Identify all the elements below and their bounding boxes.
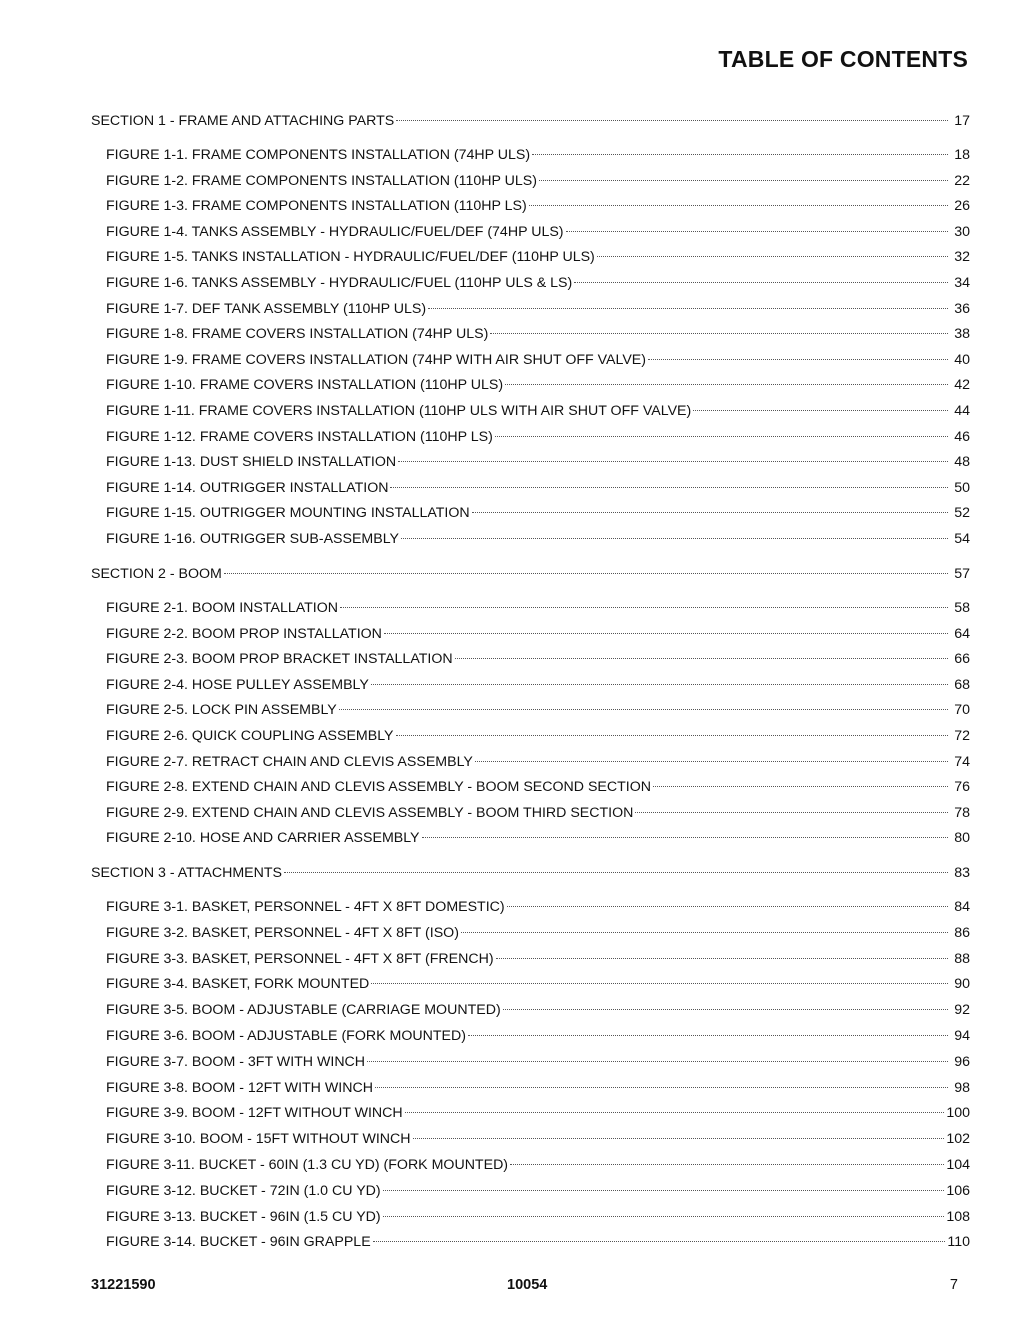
toc-entry-figure[interactable] <box>106 1049 970 1071</box>
entry-page: 34 <box>954 275 970 291</box>
toc-entry-figure[interactable] <box>106 296 970 318</box>
toc-entry-figure[interactable] <box>106 1100 970 1122</box>
entry-label: FIGURE 3-1. BASKET, PERSONNEL - 4FT X 8FT DOMESTIC) <box>106 899 505 915</box>
page-title: TABLE OF CONTENTS <box>718 46 968 72</box>
entry-label: FIGURE 3-14. BUCKET - 96IN GRAPPLE <box>106 1234 371 1251</box>
toc-entry-section[interactable] <box>91 108 970 130</box>
entry-page: 64 <box>954 625 970 642</box>
entry-label: SECTION 3 - ATTACHMENTS <box>91 865 283 881</box>
entry-page: 57 <box>954 566 970 582</box>
entry-label: FIGURE 3-12. BUCKET - 72IN (1.0 CU YD) <box>106 1182 381 1199</box>
dot-leader <box>532 138 948 155</box>
dot-leader <box>461 916 948 933</box>
dot-leader <box>383 1200 945 1217</box>
entry-label: FIGURE 1-11. FRAME COVERS INSTALLATION (110HP ULS WITH AIR SHUT OFF VALVE) <box>106 403 692 419</box>
footer-page-number: 7 <box>949 1277 958 1293</box>
entry-label: FIGURE 1-15. OUTRIGGER MOUNTING INSTALLATION <box>106 505 470 522</box>
entry-page: 94 <box>954 1028 970 1044</box>
entry-label: FIGURE 3-8. BOOM - 12FT WITH WINCH <box>106 1079 373 1096</box>
entry-page: 70 <box>954 702 970 719</box>
entry-page: 42 <box>954 377 970 394</box>
dot-leader <box>529 189 948 206</box>
entry-label: FIGURE 2-1. BOOM INSTALLATION <box>106 600 339 616</box>
toc-entry-figure[interactable] <box>106 1023 970 1045</box>
dot-leader <box>396 104 948 121</box>
toc-entry-figure[interactable] <box>106 1229 970 1251</box>
toc-entry-figure[interactable] <box>106 621 970 643</box>
entry-label: FIGURE 1-12. FRAME COVERS INSTALLATION (110HP LS) <box>106 428 493 445</box>
entry-page: 52 <box>954 505 970 522</box>
dot-leader <box>375 1071 948 1088</box>
entry-page: 46 <box>954 428 970 445</box>
entry-label: FIGURE 2-10. HOSE AND CARRIER ASSEMBLY <box>106 830 420 847</box>
entry-page: 104 <box>946 1157 970 1173</box>
entry-label: SECTION 1 - FRAME AND ATTACHING PARTS <box>91 113 395 129</box>
entry-label: FIGURE 1-4. TANKS ASSEMBLY - HYDRAULIC/FUEL/DEF (74HP ULS) <box>106 223 564 240</box>
toc-entry-figure[interactable] <box>106 168 970 190</box>
toc-entry-figure[interactable] <box>106 193 970 215</box>
toc-entry-figure[interactable] <box>106 142 970 164</box>
entry-label: FIGURE 1-10. FRAME COVERS INSTALLATION (110HP ULS) <box>106 377 504 394</box>
dot-leader <box>401 522 948 539</box>
entry-page: 108 <box>946 1208 970 1225</box>
entry-label: FIGURE 1-7. DEF TANK ASSEMBLY (110HP ULS) <box>106 300 427 317</box>
dot-leader <box>490 317 948 334</box>
toc-entry-figure[interactable] <box>106 595 970 617</box>
dot-leader <box>390 471 948 488</box>
entry-label: FIGURE 1-5. TANKS INSTALLATION - HYDRAULIC/FUEL/DEF (110HP ULS) <box>106 249 595 266</box>
footer-center-code: 10054 <box>507 1277 548 1293</box>
toc-entry-figure[interactable] <box>106 449 970 471</box>
toc-entry-section[interactable] <box>91 561 970 583</box>
dot-leader <box>472 496 948 513</box>
toc-entry-figure[interactable] <box>106 672 970 694</box>
entry-label: FIGURE 3-2. BASKET, PERSONNEL - 4FT X 8FT (ISO) <box>106 924 459 941</box>
toc-entry-figure[interactable] <box>106 894 970 916</box>
dot-leader <box>597 240 948 257</box>
entry-label: FIGURE 3-10. BOOM - 15FT WITHOUT WINCH <box>106 1131 411 1148</box>
dot-leader <box>383 1174 945 1191</box>
toc-entry-figure[interactable] <box>106 244 970 266</box>
entry-page: 96 <box>954 1053 970 1070</box>
entry-label: FIGURE 1-9. FRAME COVERS INSTALLATION (74HP WITH AIR SHUT OFF VALVE) <box>106 351 646 368</box>
entry-label: FIGURE 1-13. DUST SHIELD INSTALLATION <box>106 454 397 471</box>
footer-document-number: 31221590 <box>91 1277 156 1293</box>
entry-label: FIGURE 2-9. EXTEND CHAIN AND CLEVIS ASSEMBLY - BOOM THIRD SECTION <box>106 804 634 821</box>
toc-entry-figure[interactable] <box>106 1075 970 1097</box>
dot-leader <box>224 557 948 574</box>
entry-page: 92 <box>954 1002 970 1019</box>
entry-page: 54 <box>954 531 970 547</box>
toc-entry-figure[interactable] <box>106 1204 970 1226</box>
dot-leader <box>396 719 949 736</box>
toc-entry-figure[interactable] <box>106 825 970 847</box>
dot-leader <box>422 821 948 838</box>
entry-page: 58 <box>954 600 970 616</box>
dot-leader <box>367 1045 948 1062</box>
entry-page: 90 <box>954 976 970 993</box>
toc-entry-figure[interactable] <box>106 749 970 771</box>
toc-entry-figure[interactable] <box>106 946 970 968</box>
toc-entry-figure[interactable] <box>106 372 970 394</box>
dot-leader <box>384 617 948 634</box>
toc-entry-figure[interactable] <box>106 774 970 796</box>
entry-label: FIGURE 3-4. BASKET, FORK MOUNTED <box>106 976 370 993</box>
entry-label: FIGURE 1-3. FRAME COMPONENTS INSTALLATION (110HP LS) <box>106 198 527 215</box>
entry-page: 30 <box>954 223 970 240</box>
dot-leader <box>539 164 948 181</box>
toc-entry-figure[interactable] <box>106 1126 970 1148</box>
entry-label: FIGURE 3-3. BASKET, PERSONNEL - 4FT X 8FT (FRENCH) <box>106 950 494 967</box>
entry-label: FIGURE 1-2. FRAME COMPONENTS INSTALLATION (110HP ULS) <box>106 172 537 189</box>
toc-entry-figure[interactable] <box>106 475 970 497</box>
dot-leader <box>574 266 948 283</box>
dot-leader <box>496 942 948 959</box>
dot-leader <box>413 1122 945 1139</box>
entry-label: FIGURE 1-8. FRAME COVERS INSTALLATION (74HP ULS) <box>106 326 489 343</box>
toc-entry-figure[interactable] <box>106 270 970 292</box>
dot-leader <box>373 1225 946 1242</box>
entry-page: 86 <box>954 924 970 941</box>
entry-page: 18 <box>954 147 970 163</box>
toc-entry-figure[interactable] <box>106 646 970 668</box>
entry-label: FIGURE 3-5. BOOM - ADJUSTABLE (CARRIAGE MOUNTED) <box>106 1002 501 1019</box>
dot-leader <box>371 967 948 984</box>
dot-leader <box>371 668 948 685</box>
toc-entry-figure[interactable] <box>106 971 970 993</box>
toc-entry-figure[interactable] <box>106 723 970 745</box>
dot-leader <box>340 591 948 608</box>
entry-label: FIGURE 3-11. BUCKET - 60IN (1.3 CU YD) (FORK MOUNTED) <box>106 1157 509 1173</box>
toc-entry-figure[interactable] <box>106 398 970 420</box>
dot-leader <box>405 1096 945 1113</box>
entry-label: FIGURE 1-6. TANKS ASSEMBLY - HYDRAULIC/FUEL (110HP ULS & LS) <box>106 275 573 291</box>
dot-leader <box>693 394 948 411</box>
toc-entry-section[interactable] <box>91 860 970 882</box>
entry-label: FIGURE 3-6. BOOM - ADJUSTABLE (FORK MOUNTED) <box>106 1028 466 1044</box>
entry-page: 38 <box>954 326 970 343</box>
dot-leader <box>510 1148 944 1165</box>
dot-leader <box>505 368 948 385</box>
entry-page: 100 <box>946 1105 970 1122</box>
toc-entry-figure[interactable] <box>106 920 970 942</box>
dot-leader <box>475 745 948 762</box>
entry-page: 22 <box>954 172 970 189</box>
entry-page: 102 <box>946 1131 970 1148</box>
dot-leader <box>495 420 948 437</box>
entry-page: 98 <box>954 1079 970 1096</box>
entry-page: 76 <box>954 779 970 796</box>
entry-page: 84 <box>954 899 970 915</box>
dot-leader <box>503 993 948 1010</box>
dot-leader <box>398 445 948 462</box>
entry-page: 88 <box>954 950 970 967</box>
entry-page: 36 <box>954 300 970 317</box>
dot-leader <box>468 1019 948 1036</box>
toc-entry-figure[interactable] <box>106 697 970 719</box>
dot-leader <box>648 343 948 360</box>
toc-entry-figure[interactable] <box>106 526 970 548</box>
dot-leader <box>566 215 948 232</box>
toc-entry-figure[interactable] <box>106 800 970 822</box>
dot-leader <box>653 770 948 787</box>
entry-page: 72 <box>954 728 970 744</box>
toc-entry-figure[interactable] <box>106 997 970 1019</box>
entry-label: FIGURE 3-13. BUCKET - 96IN (1.5 CU YD) <box>106 1208 381 1225</box>
entry-page: 32 <box>954 249 970 266</box>
entry-label: FIGURE 2-8. EXTEND CHAIN AND CLEVIS ASSEMBLY - BOOM SECOND SECTION <box>106 779 652 796</box>
entry-label: FIGURE 2-7. RETRACT CHAIN AND CLEVIS ASSEMBLY <box>106 753 473 770</box>
entry-page: 83 <box>954 865 970 881</box>
entry-label: FIGURE 1-16. OUTRIGGER SUB-ASSEMBLY <box>106 531 400 547</box>
dot-leader <box>455 642 948 659</box>
entry-label: SECTION 2 - BOOM <box>91 566 222 582</box>
dot-leader <box>635 796 948 813</box>
entry-page: 44 <box>954 403 970 419</box>
entry-page: 110 <box>947 1234 970 1251</box>
toc-entry-figure[interactable] <box>106 424 970 446</box>
entry-label: FIGURE 1-1. FRAME COMPONENTS INSTALLATION (74HP ULS) <box>106 147 531 163</box>
entry-label: FIGURE 2-4. HOSE PULLEY ASSEMBLY <box>106 676 369 693</box>
dot-leader <box>507 890 948 907</box>
entry-label: FIGURE 2-2. BOOM PROP INSTALLATION <box>106 625 382 642</box>
toc-entry-figure[interactable] <box>106 347 970 369</box>
toc-entry-figure[interactable] <box>106 219 970 241</box>
entry-page: 80 <box>954 830 970 847</box>
entry-page: 66 <box>954 651 970 668</box>
entry-label: FIGURE 3-7. BOOM - 3FT WITH WINCH <box>106 1053 366 1070</box>
entry-label: FIGURE 2-5. LOCK PIN ASSEMBLY <box>106 702 337 719</box>
entry-label: FIGURE 2-3. BOOM PROP BRACKET INSTALLATION <box>106 651 453 668</box>
entry-page: 48 <box>954 454 970 471</box>
entry-page: 17 <box>954 113 970 129</box>
dot-leader <box>339 693 948 710</box>
entry-page: 26 <box>954 198 970 215</box>
entry-label: FIGURE 2-6. QUICK COUPLING ASSEMBLY <box>106 728 394 744</box>
entry-label: FIGURE 1-14. OUTRIGGER INSTALLATION <box>106 479 389 496</box>
entry-page: 68 <box>954 676 970 693</box>
entry-page: 78 <box>954 804 970 821</box>
dot-leader <box>284 856 948 873</box>
entry-page: 40 <box>954 351 970 368</box>
entry-label: FIGURE 3-9. BOOM - 12FT WITHOUT WINCH <box>106 1105 403 1122</box>
entry-page: 106 <box>946 1182 970 1199</box>
dot-leader <box>428 292 948 309</box>
entry-page: 50 <box>954 479 970 496</box>
entry-page: 74 <box>954 753 970 770</box>
toc-entry-figure[interactable] <box>106 321 970 343</box>
toc-entry-figure[interactable] <box>106 1152 970 1174</box>
toc-entry-figure[interactable] <box>106 500 970 522</box>
toc-entry-figure[interactable] <box>106 1178 970 1200</box>
